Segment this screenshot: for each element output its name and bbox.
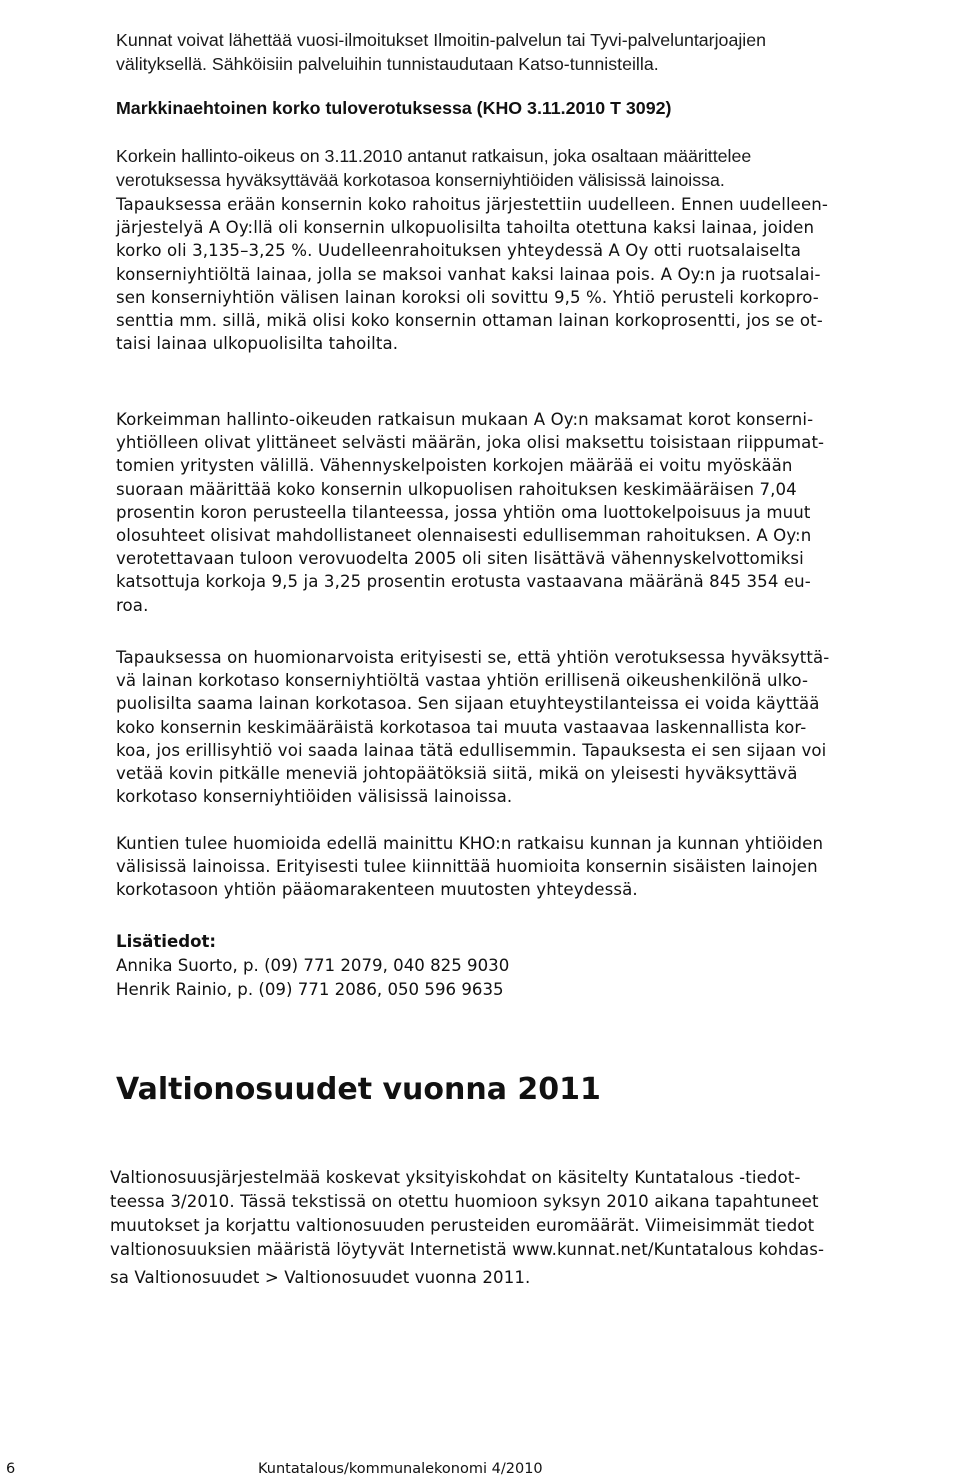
paragraph-line: Kuntien tulee huomioida edellä mainittu KHO:n ratkaisu kunnan ja kunnan yhtiöiden [116, 834, 824, 853]
paragraph-line: suoraan määrittää koko konsernin ulkopuolisen rahoituksen keskimääräisen 7,04 [116, 479, 797, 499]
paragraph-line: korkotaso konserniyhtiöiden välisissä lainoissa. [116, 787, 513, 807]
paragraph-line: Tapauksessa erään konsernin koko rahoitus järjestettiin uudelleen. Ennen uudelleen- [116, 195, 828, 214]
paragraph-line: vetää kovin pitkälle meneviä johtopäätöksiä siitä, mikä on yleisesti hyväksyttävä [116, 764, 798, 784]
page-footer [0, 1450, 960, 1481]
recommendation-paragraph [116, 832, 952, 902]
paragraph-line: konserniyhtiöltä lainaa, jolla se maksoi vanhat kaksi lainaa pois. A Oy:n ja ruotsalai- [116, 264, 821, 284]
section-title: Valtionosuudet vuonna 2011 [116, 1072, 601, 1107]
paragraph-line: senttia mm. sillä, mikä olisi koko konsernin ottaman lainan korkoprosentti, jos se ot- [116, 311, 823, 331]
paragraph-line: korko oli 3,135–3,25 %. Uudelleenrahoituksen yhteydessä A Oy otti ruotsalaiselta [116, 241, 802, 261]
paragraph-line: Korkeimman hallinto-oikeuden ratkaisun mukaan A Oy:n maksamat korot konserni- [116, 410, 814, 429]
kho-intro-line: verotuksessa hyväksyttävää korkotasoa konserniyhtiöiden välisissä lainoissa. [116, 170, 725, 190]
analysis-paragraph [116, 646, 952, 808]
paragraph-line: koa, jos erillisyhtiö voi saada lainaa tätä edullisemmin. Tapauksesta ei sen sijaan voi [116, 740, 827, 760]
intro-line: välityksellä. Sähköisiin palveluihin tunnistaudutaan Katso-tunnisteilla. [116, 54, 659, 74]
intro-paragraph [116, 28, 952, 76]
contact-person: Annika Suorto, p. (09) 771 2079, 040 825 9030 [116, 956, 510, 975]
paragraph-line: roa. [116, 595, 149, 615]
paragraph-line: koko konsernin keskimääräistä korkotasoa tai muuta vastaavaa laskennallista kor- [116, 717, 807, 737]
paragraph-line: taisi lainaa ulkopuolisilta tahoilta. [116, 334, 399, 354]
kho-intro-paragraph [116, 144, 952, 192]
contact-info [116, 930, 952, 1002]
paragraph-line: korkotasoon yhtiön pääomarakenteen muutosten yhteydessä. [116, 880, 638, 900]
paragraph-line: katsottuja korkoja 9,5 ja 3,25 prosentin erotusta vastaavana määränä 845 354 eu- [116, 572, 811, 592]
paragraph-line: valtionosuuksien määristä löytyvät Internetistä www.kunnat.net/Kuntatalous kohdas- [110, 1240, 825, 1259]
kho-heading: Markkinaehtoinen korko tuloverotuksessa (KHO 3.11.2010 T 3092) [116, 98, 672, 118]
intro-line: Kunnat voivat lähettää vuosi-ilmoitukset Ilmoitin-palvelun tai Tyvi-palveluntarjoajien [116, 30, 767, 50]
ruling-paragraph [116, 408, 952, 617]
paragraph-line: muutokset ja korjattu valtionosuuden perusteiden euromäärät. Viimeisimmät tiedot [110, 1216, 815, 1235]
contact-person: Henrik Rainio, p. (09) 771 2086, 050 596 9635 [116, 980, 504, 999]
kho-intro-line: Korkein hallinto-oikeus on 3.11.2010 antanut ratkaisun, joka osaltaan määrittelee [116, 146, 752, 166]
paragraph-line: tomien yritysten välillä. Vähennyskelpoisten korkojen määrää ei voitu myöskään [116, 456, 793, 476]
paragraph-line: olosuhteet olisivat mahdollistaneet olennaisesti edullisemman rahoituksen. A Oy:n [116, 526, 812, 546]
paragraph-line: sen konserniyhtiön välisen lainan koroksi oli sovittu 9,5 %. Yhtiö perusteli korkopro- [116, 287, 819, 307]
paragraph-line: välisissä lainoissa. Erityisesti tulee kiinnittää huomioita konsernin sisäisten lainojen [116, 857, 818, 877]
contact-label: Lisätiedot: [116, 932, 217, 951]
publication-name: Kuntatalous/kommunalekonomi 4/2010 [258, 1461, 543, 1477]
paragraph-line: sa Valtionosuudet > Valtionosuudet vuonna 2011. [110, 1268, 531, 1287]
paragraph-line: prosentin koron perusteella tilanteessa, jossa yhtiön oma luottokelpoisuus ja muut [116, 502, 811, 522]
paragraph-line: verotettavaan tuloon verovuodelta 2005 oli siten lisättävä vähennyskelvottomiksi [116, 549, 804, 569]
valtionosuudet-paragraph [110, 1166, 952, 1290]
paragraph-line: puolisilta saama lainan korkotasoa. Sen sijaan etuyhteystilanteissa ei voida käyttää [116, 694, 820, 714]
page-number: 6 [6, 1461, 16, 1477]
paragraph-line: Tapauksessa on huomionarvoista erityisesti se, että yhtiön verotuksessa hyväksyttä- [116, 648, 830, 667]
case-paragraph [116, 193, 952, 355]
paragraph-line: Valtionosuusjärjestelmää koskevat yksityiskohdat on käsitelty Kuntatalous -tiedot- [110, 1168, 801, 1187]
paragraph-line: vä lainan korkotaso konserniyhtiöltä vastaa yhtiön erillisenä oikeushenkilönä ulko- [116, 671, 809, 691]
paragraph-line: teessa 3/2010. Tässä tekstissä on otettu huomioon syksyn 2010 aikana tapahtuneet [110, 1192, 819, 1211]
paragraph-line: järjestelyä A Oy:llä oli konsernin ulkopuolisilta tahoilta otettuna kaksi lainaa, joiden [116, 218, 815, 238]
paragraph-line: yhtiölleen olivat ylittäneet selvästi määrän, joka olisi maksettu toisistaan riippumat- [116, 433, 825, 453]
